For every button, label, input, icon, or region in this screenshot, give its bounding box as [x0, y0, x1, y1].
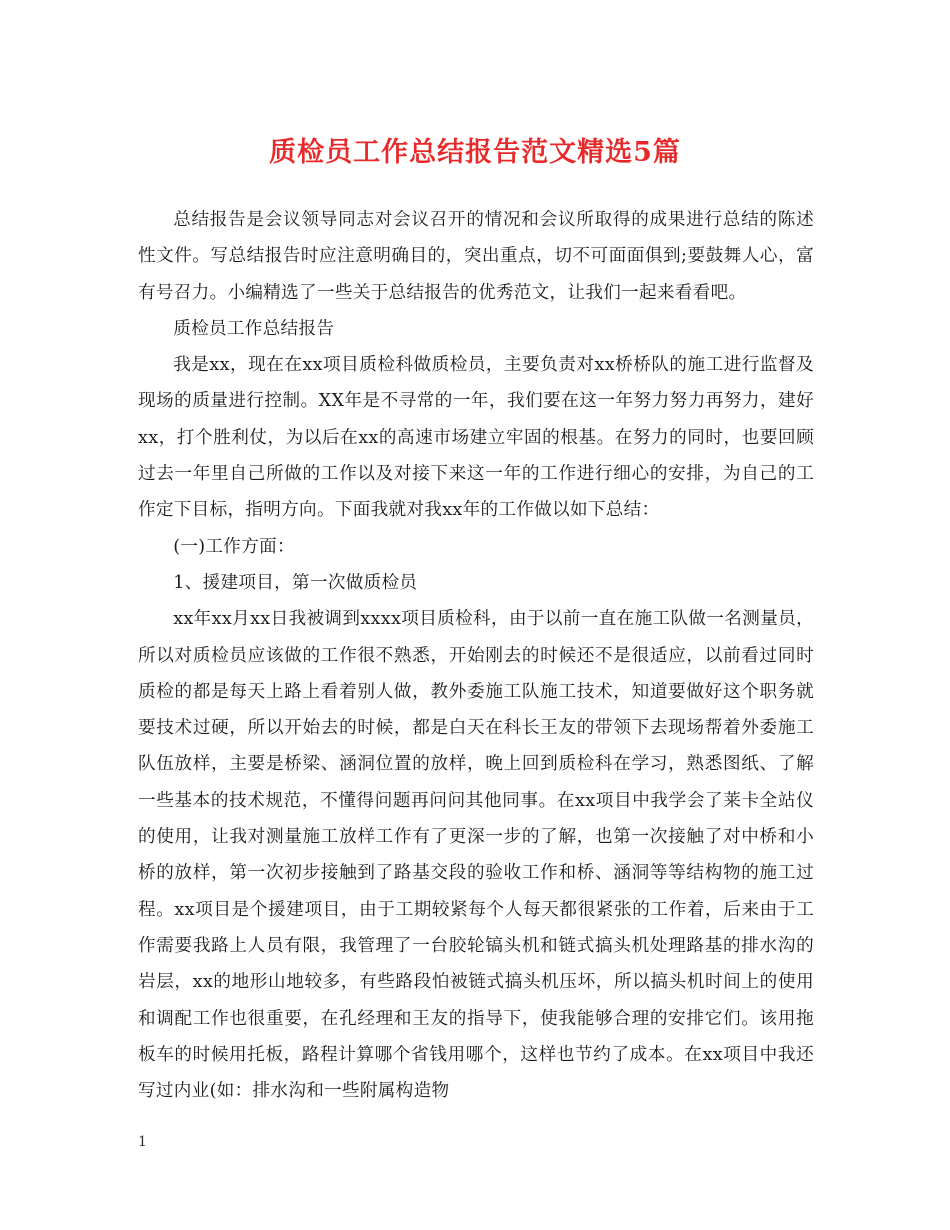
- paragraph-intro: 总结报告是会议领导同志对会议召开的情况和会议所取得的成果进行总结的陈述性文件。写总结报告时应注意明确目的，突出重点，切不可面面俱到;要鼓舞人心，富有号召力。小编精选了一些关于总结报告的优秀范文，让我们一起来看看吧。: [138, 210, 814, 303]
- document-title: 质检员工作总结报告范文精选5篇: [269, 137, 681, 168]
- paragraph-section-heading: (一)工作方面：: [173, 536, 295, 557]
- paragraph-self-intro: 我是xx，现在在xx项目质检科做质检员，主要负责对xx桥桥队的施工进行监督及现场的质量进行控制。XX年是不寻常的一年，我们要在这一年努力努力再努力，建好xx，打个胜利仗，为以后在xx的高速市场建立牢固的根基。在努力的同时，也要回顾过去一年里自己所做的工作以及对接下来这一年的工作进行细心的安排，为自己的工作定下目标，指明方向。下面我就对我xx年的工作做以如下总结：: [138, 355, 814, 521]
- paragraph-item-heading: 1、援建项目，第一次做质检员: [173, 572, 418, 593]
- paragraph-work-details: xx年xx月xx日我被调到xxxx项目质检科，由于以前一直在施工队做一名测量员，所以对质检员应该做的工作很不熟悉，开始刚去的时候还不是很适应，以前看过同时质检的都是每天上路上看着别人做，教外委施工队施工技术，知道要做好这个职务就要技术过硬，所以开始去的时候，都是白天在科长王友的带领下去现场帮着外委施工队伍放样，主要是桥梁、涵洞位置的放样，晚上回到质检科在学习，熟悉图纸、了解一些基本的技术规范，不懂得问题再问问其他同事。在xx项目中我学会了莱卡全站仪的使用，让我对测量施工放样工作有了更深一步的了解，也第一次接触了对中桥和小桥的放样，第一次初步接触到了路基交段的验收工作和桥、涵洞等等结构物的施工过程。xx项目是个援建项目，由于工期较紧每个人每天都很紧张的工作着，后来由于工作需要我路上人员有限，我管理了一台胶轮镐头机和链式搞头机处理路基的排水沟的岩层，xx的地形山地较多，有些路段怕被链式搞头机压坏，所以搞头机时间上的使用和调配工作也很重要，在孔经理和王友的指导下，使我能够合理的安排它们。该用拖板车的时候用托板，路程计算哪个省钱用哪个，这样也节约了成本。在xx项目中我还写过内业(如：排水沟和一些附属构造物: [138, 609, 814, 1102]
- page-number: 1: [138, 1134, 147, 1150]
- document-body: [138, 202, 814, 1109]
- paragraph-subtitle: 质检员工作总结报告: [173, 318, 335, 339]
